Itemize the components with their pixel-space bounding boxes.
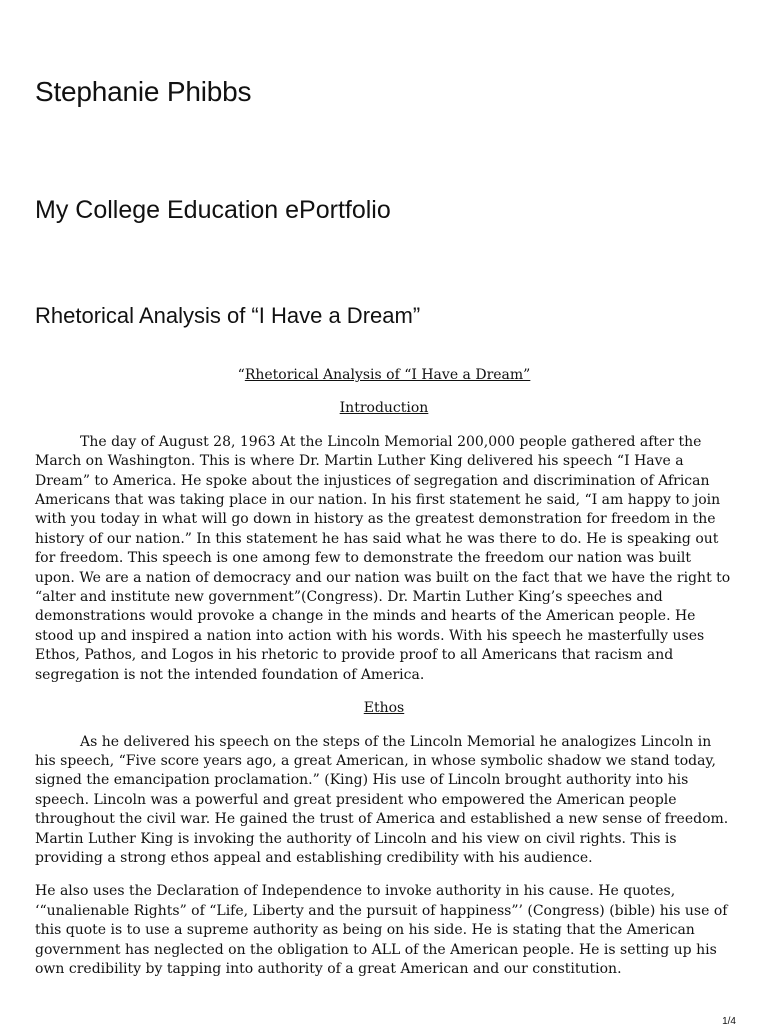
site-title: Stephanie Phibbs xyxy=(35,76,252,107)
document-title xyxy=(35,366,733,385)
document-title-open-quote: “ xyxy=(237,367,245,383)
ethos-paragraph-2: He also uses the Declaration of Independence to invoke authority in his cause. He quotes, ‘“unalienable Rights” of “Life, Liberty and the pursuit of happiness”’ (Congress) (bible) his use of this quote is to use a supreme authority as being on his side. He is stating that the American government has neglected on the obligation to ALL of the American people. He is setting up his own credibility by tapping into authority of a great American and our constitution. xyxy=(35,883,728,977)
document-title-text: Rhetorical Analysis of “I Have a Dream” xyxy=(244,367,531,383)
introduction-paragraph: The day of August 28, 1963 At the Lincoln Memorial 200,000 people gathered after the March on Washington. This is where Dr. Martin Luther King delivered his speech “I Have a Dream” to America. He spoke about the injustices of segregation and discrimination of African Americans that was taking place in our nation. In his first statement he said, “I am happy to join with you today in what will go down in history as the greatest demonstration for freedom in the history of our nation.” In this statement he has said what he was there to do. He is speaking out for freedom. This speech is one among few to demonstrate the freedom our nation was built upon. We are a nation of democracy and our nation was built on the fact that we have the right to “alter and institute new government”(Congress). Dr. Martin Luther King’s speeches and demonstrations would provoke a change in the minds and hearts of the American people. He stood up and inspired a nation into action with his words. With his speech he masterfully uses Ethos, Pathos, and Logos in his rhetoric to provide proof to all Americans that racism and segregation is not the intended foundation of America. xyxy=(35,433,731,683)
section-heading-introduction: Introduction xyxy=(339,400,429,417)
ethos-paragraph-1: As he delivered his speech on the steps of the Lincoln Memorial he analogizes Lincoln in his speech, “Five score years ago, a great American, in whose symbolic shadow we stand today, signed the emancipation proclamation.” (King) His use of Lincoln brought authority into his speech. Lincoln was a powerful and great president who empowered the American people throughout the civil war. He gained the trust of America and established a new sense of freedom. Martin Luther King is invoking the authority of Lincoln and his view on civil rights. This is providing a strong ethos appeal and establishing credibility with his audience. xyxy=(35,733,729,866)
section-heading-ethos: Ethos xyxy=(363,700,405,717)
page-number: 1/4 xyxy=(722,1016,736,1027)
site-tagline: My College Education ePortfolio xyxy=(35,196,391,224)
post-title: Rhetorical Analysis of “I Have a Dream” xyxy=(35,303,421,328)
article-body xyxy=(35,366,733,993)
